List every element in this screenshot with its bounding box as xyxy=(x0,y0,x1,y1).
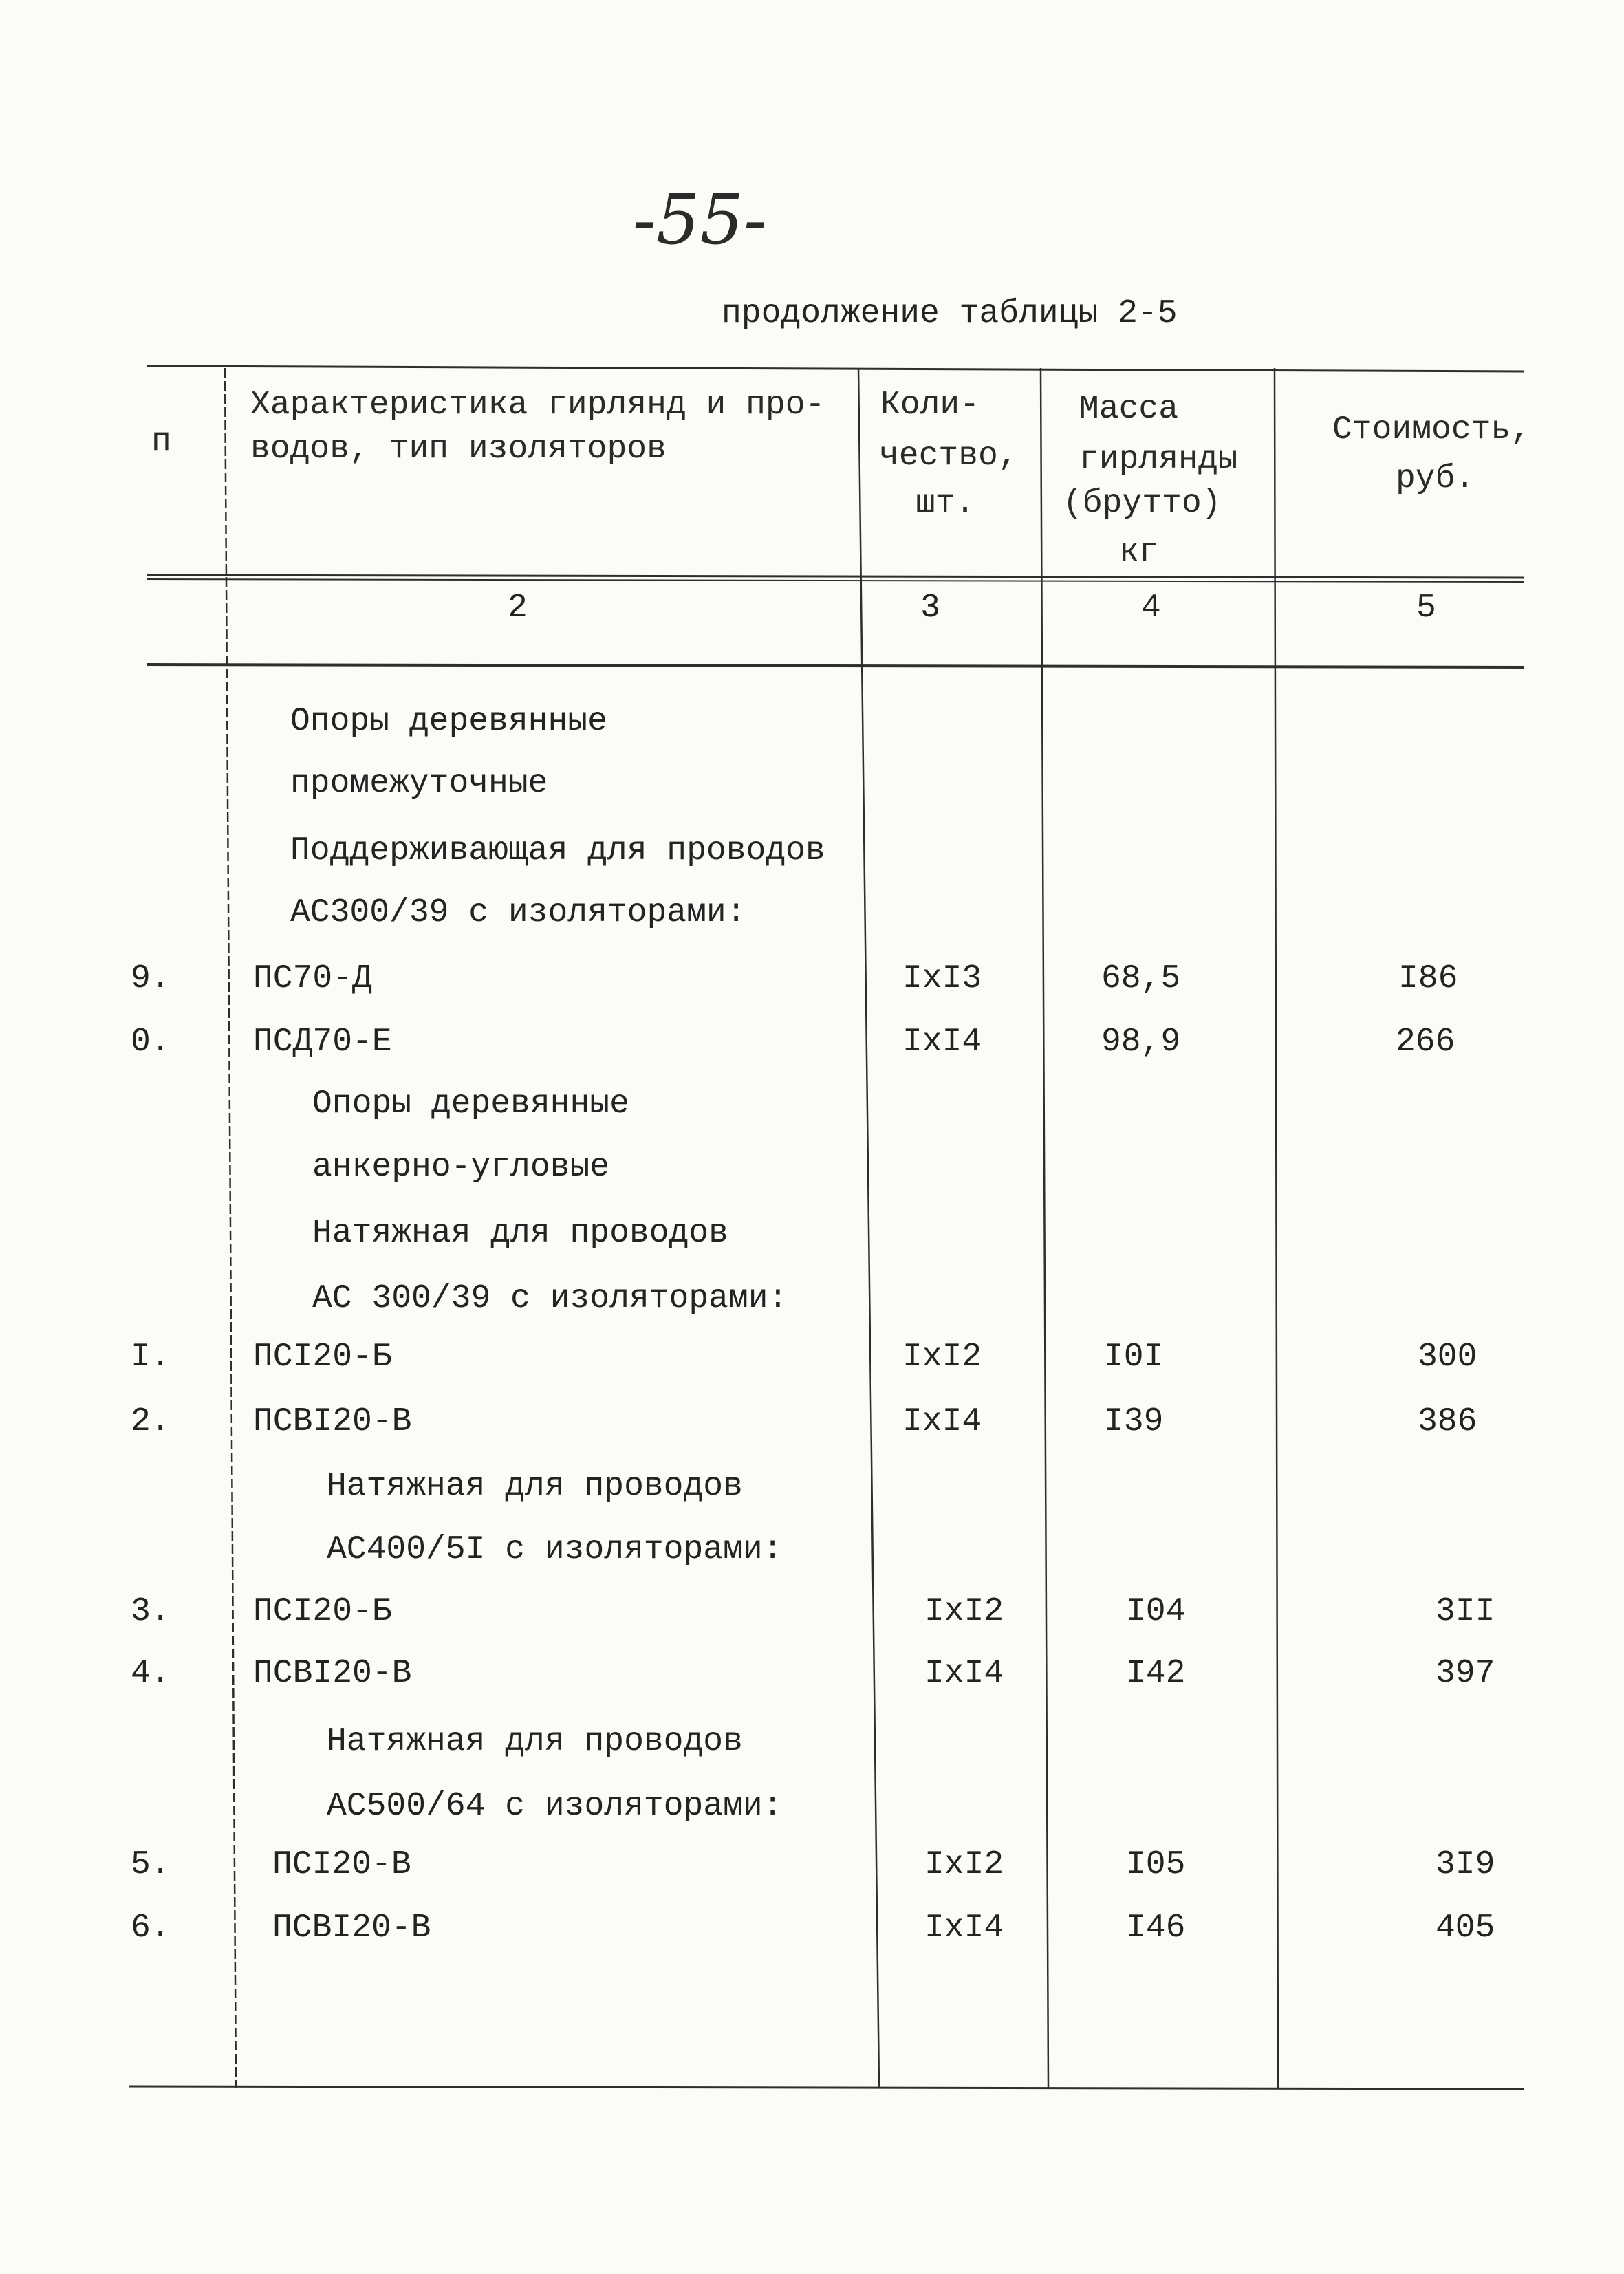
row-name: ПСI20-Б xyxy=(253,1593,392,1630)
row-number: 0. xyxy=(131,1024,171,1061)
row-mass: I42 xyxy=(1126,1655,1186,1692)
row-name: ПС70-Д xyxy=(253,960,372,997)
row-mass: I39 xyxy=(1104,1403,1164,1440)
row-cost: 3I9 xyxy=(1436,1846,1495,1883)
row-name: ПСI20-В xyxy=(272,1846,411,1883)
row-cost: 405 xyxy=(1436,1909,1495,1947)
row-quantity: IxI2 xyxy=(924,1593,1004,1630)
column-numbers-bottom-rule xyxy=(147,664,1524,667)
header-quantity-line-1: Коли- xyxy=(880,387,980,424)
row-name: ПСI20-Б xyxy=(253,1339,392,1376)
header-cost-line-1: Стоимость, xyxy=(1332,411,1531,448)
header-mass-line-2: гирлянды xyxy=(1079,441,1238,478)
row-number: 5. xyxy=(131,1846,171,1883)
subsection-heading: АС300/39 с изоляторами: xyxy=(290,894,746,931)
row-cost: 386 xyxy=(1418,1403,1477,1440)
table-bottom-rule xyxy=(129,2086,1524,2089)
section-heading: Опоры деревянные xyxy=(312,1085,629,1123)
row-number: 4. xyxy=(131,1655,171,1692)
header-num: п xyxy=(151,423,171,460)
column-number-3: 3 xyxy=(920,589,940,627)
column-divider-4 xyxy=(1275,368,1278,2088)
column-number-4: 4 xyxy=(1141,589,1161,627)
header-bottom-rule-2 xyxy=(147,579,1524,582)
subsection-heading: Поддерживающая для проводов xyxy=(290,832,825,869)
row-mass: 68,5 xyxy=(1101,960,1181,997)
section-heading: Опоры деревянные xyxy=(290,703,607,740)
header-quantity-line-3: шт. xyxy=(916,485,975,522)
subsection-heading: Натяжная для проводов xyxy=(327,1468,743,1505)
row-number: 2. xyxy=(131,1403,171,1440)
header-quantity-line-2: чество, xyxy=(879,437,1018,475)
column-number-5: 5 xyxy=(1416,589,1436,627)
header-description-line-1: Характеристика гирлянд и про- xyxy=(250,387,825,424)
subsection-heading: АС 300/39 с изоляторами: xyxy=(312,1280,788,1317)
subsection-heading: Натяжная для проводов xyxy=(327,1723,743,1760)
row-mass: I05 xyxy=(1126,1846,1186,1883)
section-heading: анкерно-угловые xyxy=(312,1149,610,1186)
row-cost: 3II xyxy=(1436,1593,1495,1630)
row-quantity: IxI2 xyxy=(924,1846,1004,1883)
header-mass-line-4: кг xyxy=(1119,534,1159,571)
row-mass: I04 xyxy=(1126,1593,1186,1630)
section-heading: промежуточные xyxy=(290,765,548,802)
column-divider-2 xyxy=(858,368,879,2088)
row-quantity: IxI4 xyxy=(924,1655,1004,1692)
header-cost-line-2: руб. xyxy=(1396,460,1475,497)
row-cost: I86 xyxy=(1398,960,1458,997)
header-mass-line-1: Масса xyxy=(1079,391,1179,428)
row-name: ПСВI20-В xyxy=(272,1909,431,1947)
header-bottom-rule xyxy=(147,575,1524,578)
row-number: 3. xyxy=(131,1593,171,1630)
row-quantity: IxI4 xyxy=(924,1909,1004,1947)
row-quantity: IxI4 xyxy=(902,1403,982,1440)
row-mass: I0I xyxy=(1104,1339,1164,1376)
header-description-line-2: водов, тип изоляторов xyxy=(250,431,667,468)
table-top-rule xyxy=(147,366,1524,371)
row-name: ПСВI20-В xyxy=(253,1403,412,1440)
row-cost: 300 xyxy=(1418,1339,1477,1376)
column-divider-3 xyxy=(1041,368,1048,2088)
column-number-2: 2 xyxy=(508,589,528,627)
row-number: 9. xyxy=(131,960,171,997)
row-cost: 266 xyxy=(1396,1024,1455,1061)
row-mass: 98,9 xyxy=(1101,1024,1181,1061)
row-quantity: IxI2 xyxy=(902,1339,982,1376)
table-caption: продолжение таблицы 2-5 xyxy=(722,295,1178,332)
row-name: ПСВI20-В xyxy=(253,1655,412,1692)
row-number: I. xyxy=(131,1339,171,1376)
row-quantity: IxI4 xyxy=(902,1024,982,1061)
column-divider-1 xyxy=(225,368,236,2088)
subsection-heading: Натяжная для проводов xyxy=(312,1215,728,1252)
header-mass-line-3: (брутто) xyxy=(1063,485,1222,522)
row-mass: I46 xyxy=(1126,1909,1186,1947)
page-number: -55- xyxy=(633,180,767,260)
row-name: ПСД70-Е xyxy=(253,1024,392,1061)
subsection-heading: АС400/5I с изоляторами: xyxy=(327,1531,783,1568)
row-number: 6. xyxy=(131,1909,171,1947)
row-cost: 397 xyxy=(1436,1655,1495,1692)
subsection-heading: АС500/64 с изоляторами: xyxy=(327,1788,783,1825)
row-quantity: IxI3 xyxy=(902,960,982,997)
